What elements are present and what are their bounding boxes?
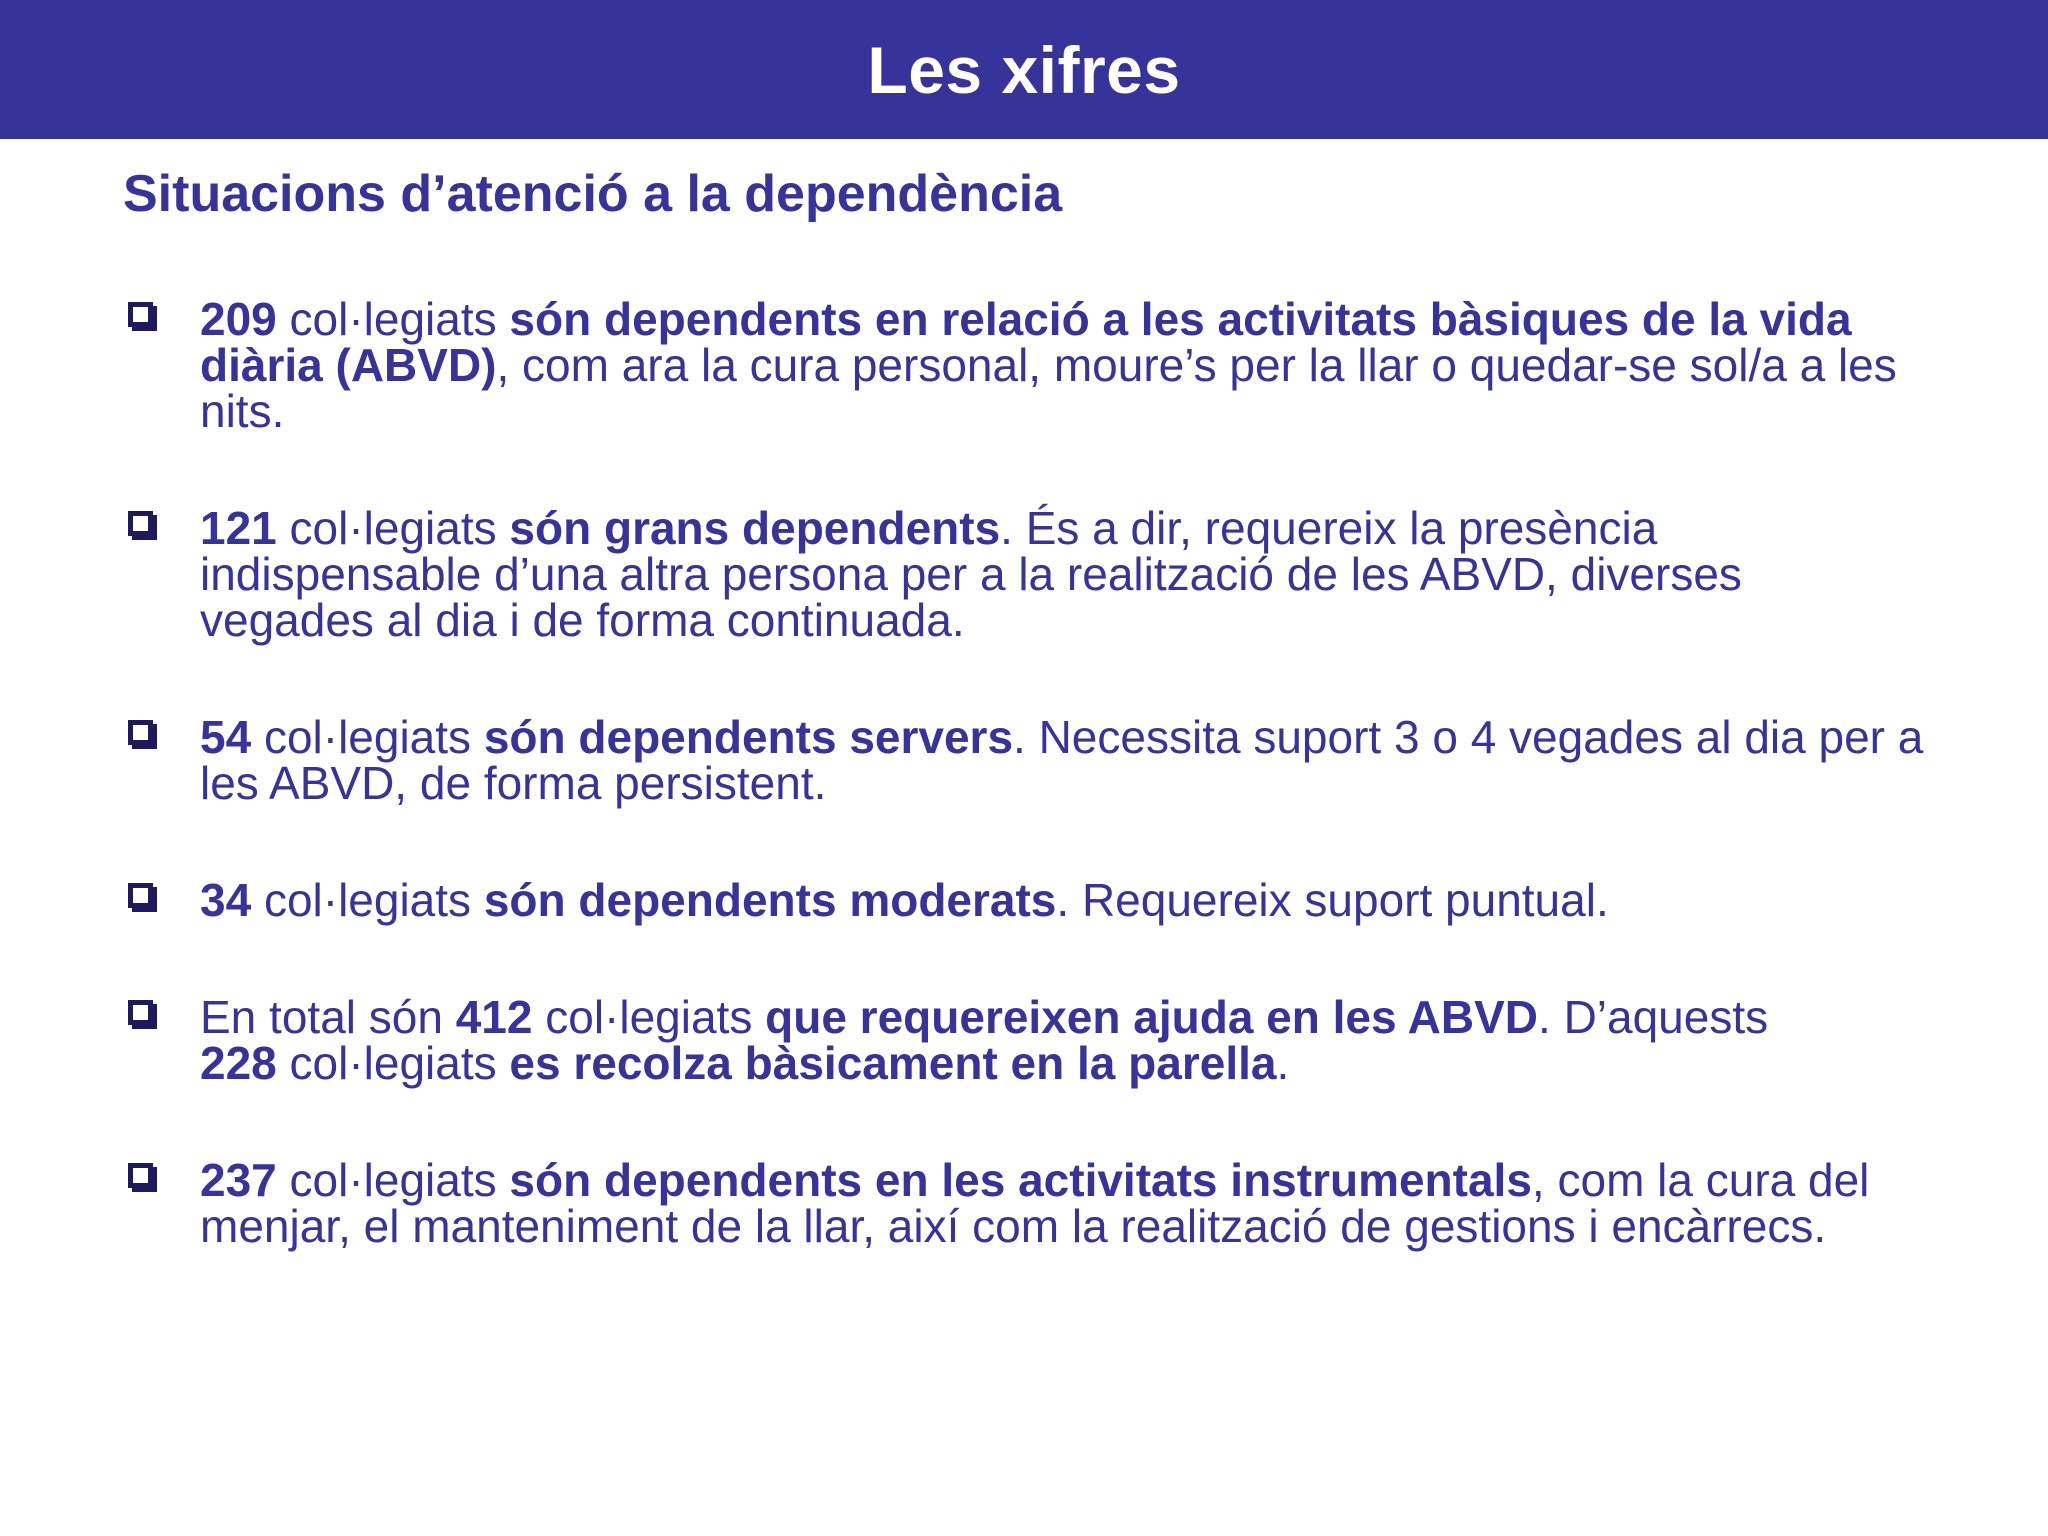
bullet-segment: , com la cura del menjar, el manteniment de la llar, així com la realització de gestions i encàrrecs. xyxy=(200,1154,1870,1252)
bullet-text-total xyxy=(200,991,1780,1089)
bullet-segment: són dependents en les activitats instrumentals xyxy=(509,1154,1532,1206)
bullet-segment: col·legiats xyxy=(276,1037,510,1089)
bullet-segment: . D’aquests xyxy=(1538,991,1769,1043)
bullet-text-severs xyxy=(200,711,1925,809)
checkbox-icon xyxy=(128,302,153,327)
bullet-segment: . Necessita suport 3 o 4 vegades al dia per a les ABVD, de forma persistent. xyxy=(200,711,1924,809)
bullet-segment: 121 xyxy=(200,502,277,554)
bullet-segment: , com ara la cura personal, moure’s per la llar o quedar-se sol/a a les nits. xyxy=(200,339,1897,437)
bullet-text-instrumentals xyxy=(200,1154,1890,1252)
bullet-segment: són dependents servers xyxy=(483,711,1014,763)
bullet-text-moderats xyxy=(200,874,1925,926)
section-subtitle: Situacions d’atenció a la dependència xyxy=(123,165,1063,223)
checkbox-icon xyxy=(128,511,153,536)
bullet-segment: 34 xyxy=(200,874,252,926)
bullet-segment: es recolza bàsicament en la parella xyxy=(509,1037,1277,1089)
bullet-segment: col·legiats xyxy=(276,502,510,554)
checkbox-icon xyxy=(128,1163,153,1188)
bullet-segment: 228 xyxy=(200,1037,277,1089)
bullet-text-grans xyxy=(200,502,1925,646)
page-title: Les xifres xyxy=(867,32,1181,107)
checkbox-icon xyxy=(128,720,153,745)
bullet-segment: 412 xyxy=(455,991,533,1043)
bullet-text-abvd xyxy=(200,293,1930,437)
bullet-segment: col·legiats xyxy=(532,991,766,1043)
header-bar xyxy=(0,0,2048,139)
bullet-segment: 54 xyxy=(200,711,252,763)
bullet-segment: són dependents en relació a les activitats bàsiques de la vida diària (ABVD) xyxy=(200,293,1852,391)
bullet-segment: En total són xyxy=(200,991,456,1043)
bullet-segment: col·legiats xyxy=(251,711,484,763)
bullet-segment: 237 xyxy=(200,1154,277,1206)
bullet-segment: són dependents moderats xyxy=(483,874,1057,926)
bullet-segment: . xyxy=(1276,1037,1290,1089)
bullet-segment: col·legiats xyxy=(251,874,484,926)
bullet-segment: . És a dir, requereix la presència indispensable d’una altra persona per a la realització de les ABVD, diverses vegades al dia i de forma continuada. xyxy=(200,502,1742,646)
bullet-segment: col·legiats xyxy=(276,1154,510,1206)
bullet-segment: 209 xyxy=(200,293,277,345)
bullet-segment: . Requereix suport puntual. xyxy=(1056,874,1609,926)
checkbox-icon xyxy=(128,1000,153,1025)
bullet-segment: col·legiats xyxy=(276,293,510,345)
bullet-segment: són grans dependents xyxy=(509,502,1001,554)
checkbox-icon xyxy=(128,883,153,908)
bullet-segment: que requereixen ajuda en les ABVD xyxy=(765,991,1539,1043)
